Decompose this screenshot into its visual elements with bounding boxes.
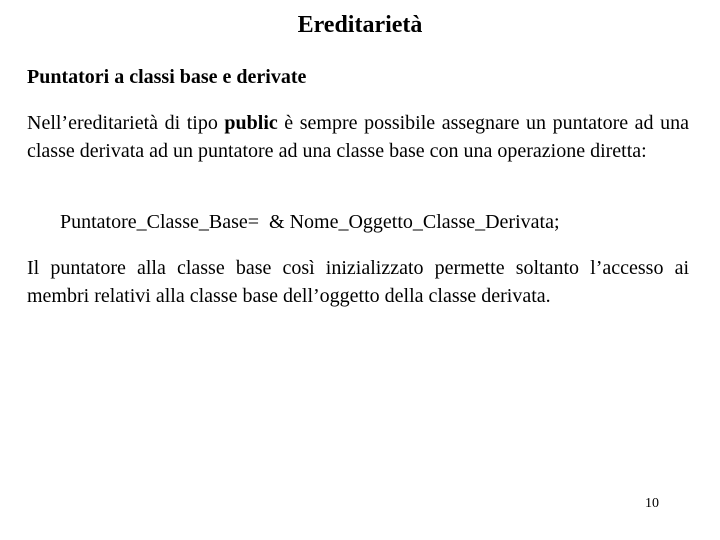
slide-title: Ereditarietà <box>297 12 423 38</box>
section-subtitle: Puntatori a classi base e derivate <box>27 66 307 88</box>
public-keyword: public <box>224 112 278 134</box>
intro-paragraph <box>27 109 689 165</box>
intro-paragraph-end: è sempre possibile assegnare un puntatore ad una classe derivata ad un puntatore ad una classe base con una operazione diretta: <box>27 112 689 162</box>
intro-paragraph-start: Nell’ereditarietà di tipo <box>27 112 225 134</box>
explanation-paragraph: Il puntatore alla classe base così inizializzato permette soltanto l’accesso ai membri relativi alla classe base dell’oggetto della classe derivata. <box>27 257 689 307</box>
page-number: 10 <box>645 496 659 511</box>
assignment-statement: Puntatore_Classe_Base= & Nome_Oggetto_Classe_Derivata; <box>60 211 560 233</box>
